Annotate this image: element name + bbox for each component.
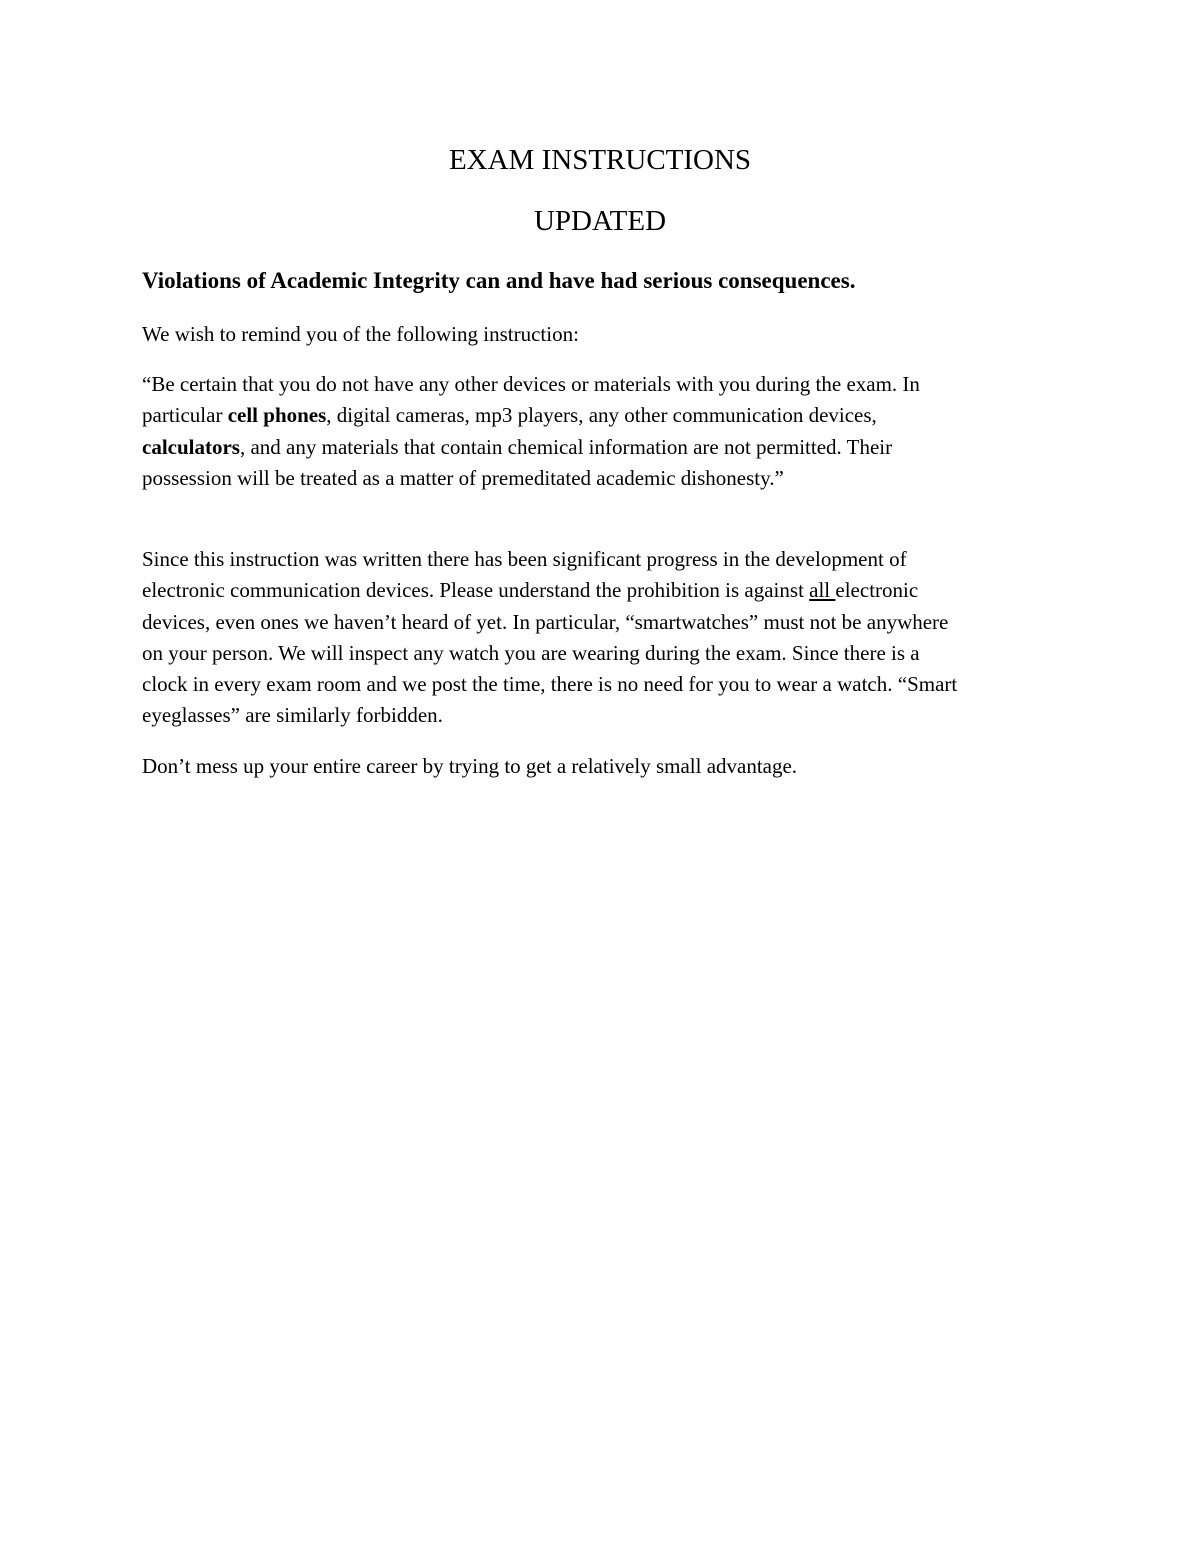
update-text: electronic	[835, 578, 919, 603]
document-title: EXAM INSTRUCTIONS	[448, 144, 752, 176]
quoted-instruction	[142, 369, 1072, 494]
quote-text: , digital cameras, mp3 players, any other communication devices,	[326, 403, 877, 428]
all-emphasis: all	[809, 578, 836, 603]
quote-line-2	[142, 400, 1072, 431]
update-line-3: devices, even ones we haven’t heard of yet. In particular, “smartwatches” must not be anywhere	[142, 609, 949, 634]
document-subtitle: UPDATED	[533, 205, 667, 237]
calculators-emphasis: calculators	[142, 434, 240, 459]
quote-line-1: “Be certain that you do not have any other devices or materials with you during the exam. In	[142, 372, 920, 396]
update-paragraph	[142, 544, 1072, 732]
quote-text: , and any materials that contain chemical information are not permitted. Their	[239, 434, 893, 459]
warning-heading: Violations of Academic Integrity can and have had serious consequences.	[142, 268, 856, 293]
quote-text: particular	[142, 403, 228, 428]
quote-line-4: possession will be treated as a matter of premeditated academic dishonesty.”	[142, 465, 784, 490]
update-line-6: eyeglasses” are similarly forbidden.	[142, 703, 443, 728]
reminder-intro: We wish to remind you of the following instruction:	[142, 322, 579, 346]
cell-phones-emphasis: cell phones	[227, 403, 327, 428]
update-line-4: on your person. We will inspect any watch you are wearing during the exam. Since there is a	[142, 640, 920, 665]
update-text: electronic communication devices. Please understand the prohibition is against	[142, 578, 810, 603]
update-line-1: Since this instruction was written there has been significant progress in the development of	[142, 547, 907, 571]
update-line-2	[142, 575, 1072, 606]
closing-statement: Don’t mess up your entire career by trying to get a relatively small advantage.	[142, 754, 798, 778]
update-line-5: clock in every exam room and we post the time, there is no need for you to wear a watch. “Smart	[142, 672, 958, 697]
quote-line-3	[142, 432, 1072, 463]
